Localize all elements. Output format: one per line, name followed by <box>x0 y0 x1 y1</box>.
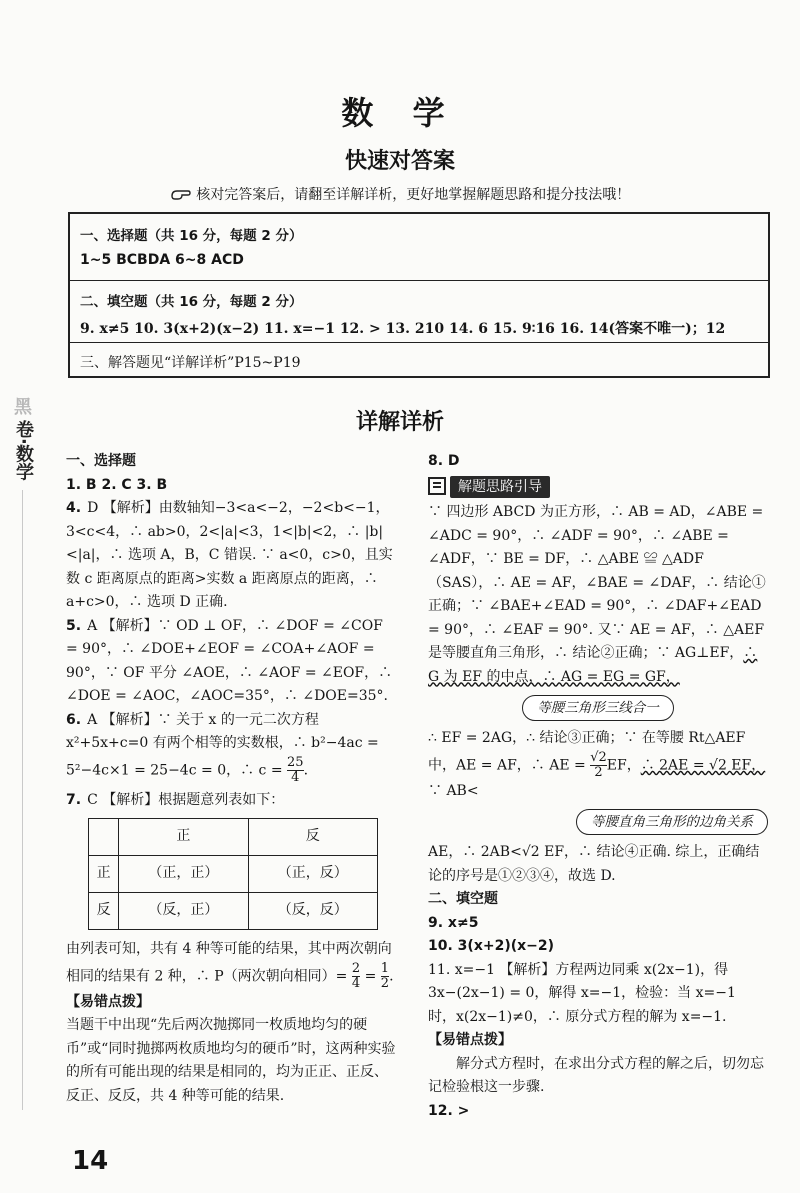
page-title: 数 学 <box>341 94 459 132</box>
fraction: $\frac{1}{2}$ <box>380 960 390 991</box>
table-cell: （正，反） <box>248 856 377 893</box>
fill-section-heading: 二、填空题 <box>428 891 498 907</box>
q7-tip: 当题干中出现“先后两次抛掷同一枚质地均匀的硬币”或“同时抛掷两枚质地均匀的硬币”时，这两种实验的所有可能出现的结果是相同的，均为正正、正反、反正、反反，共 4 种等可能的结果. <box>66 1017 396 1104</box>
notepad-icon <box>428 477 446 495</box>
fraction: $\frac{√2}{2}$ <box>590 749 607 780</box>
q8-answer: 8. D <box>428 453 460 469</box>
table-row <box>89 819 378 856</box>
q10-answer: 10. 3(x+2)(x−2) <box>428 938 555 954</box>
q4-solution: 4. D 【解析】由数轴知−3<a<−2，−2<b<−1，3<c<4，∴ ab>0，2<|a|<3，1<|b|<2，∴ |b|<|a|，∴ 选项 A，B，C 错误. ∵ a<0，c>0，且实数 c 距离原点的距离>实数 a 距离原点的距离，∴ a+c>0，∴ 选项 D 正确. <box>66 500 393 610</box>
q7-solution: 7. C 【解析】根据题意列表如下： <box>66 791 285 808</box>
callout-bubble-2: 等腰直角三角形的边角关系 <box>428 809 768 835</box>
mc-line: 1~5 BCBDA 6~8 ACD <box>80 252 244 268</box>
tip-line <box>0 184 800 204</box>
table-cell: （反，反） <box>248 893 377 930</box>
q8-solution-part1: ∵ 四边形 ABCD 为正方形，∴ AB = AD，∠ABE = ∠ADC = 90°，∴ ∠ADF = 90°，∴ ∠ABE = ∠ADF，∵ BE = DF，∴ △ABE ≌ △ADF（SAS），∴ AE = AF，∠BAE = ∠DAF，∴ 结论①正确；∵ ∠BAE+∠EAD = 90°，∴ ∠DAF+∠EAD = 90°，∴ ∠EAF = 90°. 又∵ AE = AF，∴ △AEF 是等腰直角三角形，∴ 结论②正确；∵ AG⊥EF，∴ G 为 EF 的中点，∴ AG = EG = GF， <box>428 504 766 685</box>
table-corner <box>89 819 119 856</box>
q8-solution-part3: AE，∴ 2AB<√2 EF，∴ 结论④正确. 综上，正确结论的序号是①②③④，故选 D. <box>428 844 760 884</box>
fill-line: 9. x≠5 10. 3(x+2)(x−2) 11. x=−1 12. > 13. 210 14. 6 15. 9∶16 16. 14(答案不唯一)；12 <box>80 321 726 337</box>
side-tab-subject: 卷·数学 <box>13 420 34 481</box>
section-title: 详解详析 <box>355 410 444 435</box>
margin-line <box>22 490 23 1110</box>
side-tab-top: 黑 <box>14 397 32 418</box>
q11-solution: 11. x=−1 【解析】方程两边同乘 x(2x−1)，得 3x−(2x−1) = 0，解得 x=−1，检验：当 x=−1 时，x(2x−1)≠0，∴ 原分式方程的解为 x=−1. <box>428 961 736 1025</box>
fraction: $\frac{25}{4}$ <box>287 754 304 785</box>
tip-text: 核对完答案后，请翻至详解详析，更好地掌握解题思路和提分技法哦！ <box>196 187 631 203</box>
q11-tip-heading: 【易错点拨】 <box>428 1032 512 1048</box>
fraction: $\frac{2}{4}$ <box>351 960 361 991</box>
table-header: 反 <box>248 819 377 856</box>
table-row <box>89 893 378 930</box>
q6-solution: 6. A 【解析】∵ 关于 x 的一元二次方程 x²+5x+c=0 有两个相等的实数根，∴ b²−4ac = 5²−4c×1 = 25−4c = 0，∴ c = $\frac{25}{4}$ . <box>66 711 379 785</box>
mc-section-heading: 一、选择题 <box>66 453 136 469</box>
mc-heading: 一、选择题（共 16 分，每题 2 分） <box>80 228 303 244</box>
probability-table <box>88 818 378 930</box>
box-divider <box>70 342 768 343</box>
q7-tip-heading: 【易错点拨】 <box>66 993 150 1010</box>
hint-badge: 解题思路引导 <box>428 476 768 500</box>
callout-bubble-1: 等腰三角形三线合一 <box>428 695 768 721</box>
page-number: 14 <box>72 1146 109 1176</box>
mc-answers <box>70 224 768 268</box>
left-column <box>66 450 396 1108</box>
pointing-hand-icon <box>170 187 192 201</box>
q7-conclusion: 由列表可知，共有 4 种等可能的结果，其中两次朝向相同的结果有 2 种，∴ P（两次朝向相同）= $\frac{2}{4}$ = $\frac{1}{2}$ . <box>66 941 394 991</box>
table-row-header: 正 <box>89 856 119 893</box>
table-header: 正 <box>119 819 248 856</box>
table-row <box>89 856 378 893</box>
table-row-header: 反 <box>89 893 119 930</box>
box-divider <box>70 280 768 281</box>
q9-answer: 9. x≠5 <box>428 914 479 931</box>
solve-line: 三、解答题见“详解详析”P15~P19 <box>80 355 301 371</box>
page-subtitle: 快速对答案 <box>344 149 455 174</box>
fill-heading: 二、填空题（共 16 分，每题 2 分） <box>80 294 303 310</box>
q1-3-answers: 1. B 2. C 3. B <box>66 476 168 493</box>
fill-answers <box>70 290 768 338</box>
q8-solution-part2: ∴ EF = 2AG，∴ 结论③正确；∵ 在等腰 Rt△AEF 中，AE = AF，∴ AE = $\frac{√2}{2}$ EF，∴ 2AE = √2 EF，∵ AB< <box>428 730 766 799</box>
q5-solution: 5. A 【解析】∵ OD ⊥ OF，∴ ∠DOF = ∠COF = 90°，∴ ∠DOE+∠EOF = ∠COA+∠AOF = 90°，∵ OF 平分 ∠AOE，∴ ∠AOF = ∠EOF，∴ ∠DOE = ∠AOC，∠AOC=35°，∴ ∠DOE=35°. <box>66 617 393 704</box>
answer-box <box>68 212 770 378</box>
q11-tip: 解分式方程时，在求出分式方程的解之后，切勿忘记检验根这一步骤. <box>428 1055 764 1095</box>
right-column <box>428 450 768 1123</box>
table-cell: （正，正） <box>119 856 248 893</box>
table-cell: （反，正） <box>119 893 248 930</box>
q12-answer: 12. > <box>428 1102 470 1119</box>
